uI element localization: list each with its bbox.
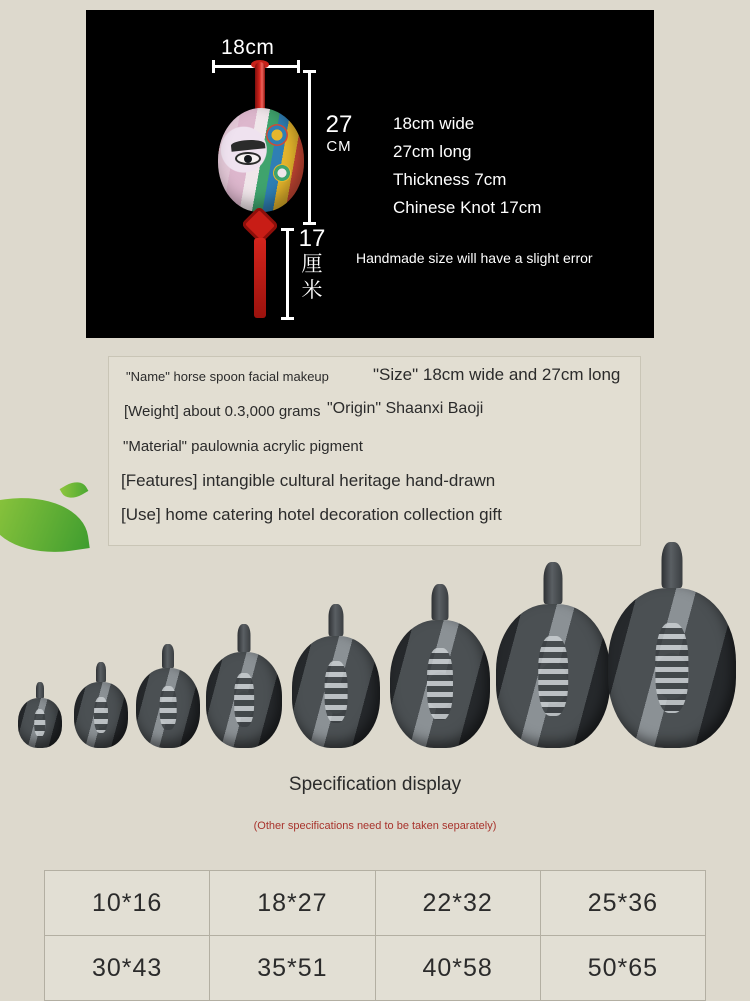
info-origin: "Origin" Shaanxi Baoji: [327, 400, 484, 417]
gourd-size-7: [496, 562, 610, 748]
height-measurement-label: [322, 111, 356, 158]
height-measurement-unit: CM: [326, 138, 352, 155]
info-weight: [Weight] about 0.3,000 grams: [124, 403, 321, 420]
gourd-size-1: [18, 682, 62, 748]
hero-spec-length: 27cm long: [393, 142, 472, 161]
face-brow: [231, 138, 266, 151]
product-dimension-photo: [86, 10, 654, 338]
gourd-body: [218, 108, 304, 212]
handmade-error-note: Handmade size will have a slight error: [356, 250, 593, 266]
gourd-size-8: [608, 542, 736, 748]
info-use: [Use] home catering hotel decoration collection gift: [121, 505, 502, 524]
hero-spec-knot: Chinese Knot 17cm: [393, 198, 542, 217]
info-material: "Material" paulownia acrylic pigment: [123, 438, 363, 455]
size-option-cell[interactable]: 40*58: [375, 936, 540, 1001]
face-eye: [235, 152, 261, 165]
gourd-size-5: [292, 604, 380, 748]
leaf-decoration-small: [60, 477, 89, 503]
size-option-cell[interactable]: 30*43: [45, 936, 210, 1001]
hero-spec-list: [393, 110, 541, 222]
table-row: [45, 871, 706, 936]
size-option-cell[interactable]: 25*36: [540, 871, 705, 936]
gourd-size-6: [390, 584, 490, 748]
table-row: [45, 936, 706, 1001]
info-features: [Features] intangible cultural heritage hand-drawn: [121, 471, 496, 490]
knot-measurement-label: [297, 226, 327, 304]
face-decoration-circle-1: [266, 124, 288, 146]
gourd-size-3: [136, 644, 200, 748]
knot-tassel: [254, 238, 266, 318]
size-options-table: [44, 870, 706, 1001]
specification-display-subcaption: (Other specifications need to be taken separately): [253, 820, 497, 832]
hero-spec-thickness: Thickness 7cm: [393, 170, 507, 189]
info-name: "Name" horse spoon facial makeup: [126, 369, 329, 384]
height-measurement-bar: [308, 70, 311, 225]
gourd-size-4: [206, 624, 282, 748]
height-measurement-number: 27: [325, 111, 353, 138]
info-size: "Size" 18cm wide and 27cm long: [373, 365, 621, 384]
gourd-mask-illustration: [214, 62, 306, 322]
size-option-cell[interactable]: 18*27: [210, 871, 375, 936]
size-option-cell[interactable]: 10*16: [45, 871, 210, 936]
face-decoration-circle-2: [273, 164, 291, 182]
gourd-neck: [255, 62, 265, 114]
hero-spec-width: 18cm wide: [393, 114, 475, 133]
width-measurement-label: 18cm: [221, 36, 275, 59]
size-option-cell[interactable]: 50*65: [540, 936, 705, 1001]
specification-gallery: [0, 548, 750, 748]
size-option-cell[interactable]: 35*51: [210, 936, 375, 1001]
knot-measurement-number: 17: [298, 225, 326, 252]
product-info-box: [108, 356, 641, 546]
specification-display-caption: Specification display: [288, 774, 462, 795]
gourd-size-2: [74, 662, 128, 748]
knot-measurement-bar: [286, 228, 289, 320]
size-option-cell[interactable]: 22*32: [375, 871, 540, 936]
knot-measurement-unit: 厘米: [301, 253, 323, 302]
